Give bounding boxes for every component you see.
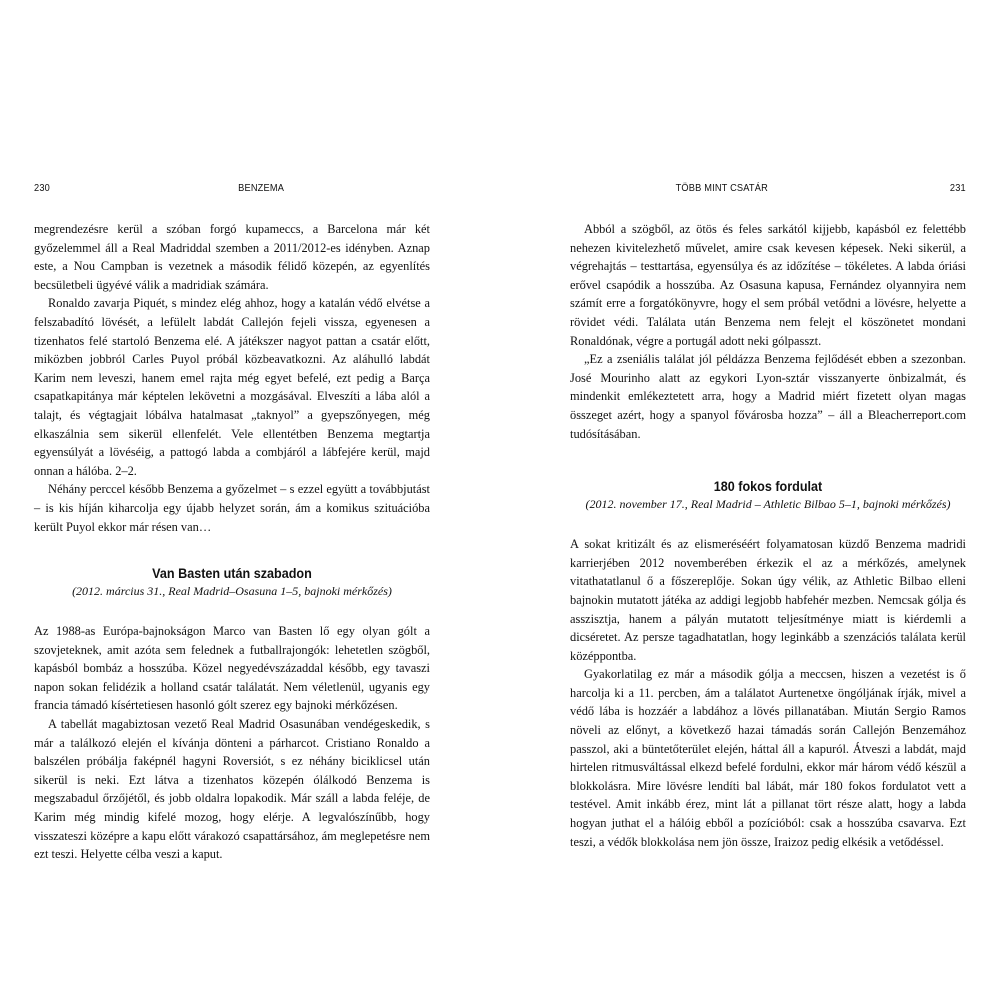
paragraph: Abból a szögből, az ötös és feles sarkától kijjebb, kapásból ez felettébb nehezen kivitelezhető művelet, amire csak kevesen képesek. Neki sikerül, a végrehajtás – testtartása, egyensúlya és az időzítése – tökéletes. A labda óriási erővel csapódik a hosszúba. Az Osasuna kapusa, Fernández olyannyira nem számít erre a forgatókönyvre, hogy el sem próbál vetődni a lövésre, helyette a rövidet védi. Találata után Benzema nem felejt el köszönetet mondani Ronaldónak, végre a portugál adott neki gólpasszt. <box>570 222 966 348</box>
right-page-body <box>570 220 966 851</box>
right-running-title: TÖBB MINT CSATÁR <box>675 182 768 194</box>
section-subheading: (2012. november 17., Real Madrid – Athletic Bilbao 5–1, bajnoki mérkőzés) <box>585 497 951 512</box>
left-page <box>34 182 430 864</box>
paragraph: Néhány perccel később Benzema a győzelmet – s ezzel együtt a továbbjutást – is kis híján kiharcolja egy újabb helyzet során, ám a komikus szituációba került Puyol ekkor már résen van… <box>34 482 430 534</box>
section-subheading: (2012. március 31., Real Madrid–Osasuna 1–5, bajnoki mérkőzés) <box>72 584 392 599</box>
paragraph: A sokat kritizált és az elismeréséért folyamatosan küzdő Benzema madridi karrierjében 2012 novemberében érkezik el az a mérkőzés, amelynek vitathatatlanul ő a főszereplője. Sokan úgy vélik, az Athletic Bilbao elleni bajnokin mutatott játéka az addigi legjobb habfehér mezben. Nemcsak gólja és asszisztja, hanem a pályán mutatott teljesítménye miatt is kiérdemli a dicséretet. Az persze tagadhatatlan, hogy leginkább a szenzációs találata kerül középpontba. <box>570 537 966 663</box>
left-page-number: 230 <box>34 182 50 194</box>
paragraph: A tabellát magabiztosan vezető Real Madrid Osasunában vendégeskedik, s már a találkozó elején el kívánja dönteni a párharcot. Cristiano Ronaldo a balszélen próbálja faképnél hagyni Roversiót, s ez néhány biciklicsel után sikerül is neki. Ezt látva a tizenhatos közepén ólálkodó Benzema is megszabadul őrzőjétől, és jobb oldalra lopakodik. Már száll a labda feléje, de Karim még mindig kifelé mozog, hogy elérje. A legvalószínűbb, hogy visszateszi középre a kapu előtt várakozó csapattársához, ám meglepetésre nem ezt teszi. Helyette célba veszi a kaput. <box>34 717 430 862</box>
section-heading: Van Basten után szabadon <box>152 565 312 582</box>
section-van-basten <box>34 564 430 600</box>
right-page <box>570 182 966 851</box>
paragraph: „Ez a zseniális találat jól példázza Benzema fejlődését ebben a szezonban. José Mourinho alatt az egykori Lyon-sztár visszanyerte önbizalmát, és mindenkit emlékeztetett arra, hogy a Madrid miért fizetett olyan magas összeget azért, hogy a spanyol fővárosba hozza” – áll a Bleacherreport.com tudósításában. <box>570 352 966 441</box>
paragraph: Az 1988-as Európa-bajnokságon Marco van Basten lő egy olyan gólt a szovjeteknek, amit azóta sem felednek a futballrajongók: lehetetlen szögből, kapásból bombáz a hosszúba. Közel negyedévszázaddal később, egy tavaszi napon sokan felidézik a holland csatár találatát. Nem véletlenül, ugyanis egy francia támadó kísértetiesen hasonló gólt szerez egy bajnoki mérkőzésen. <box>34 624 430 713</box>
paragraph: Gyakorlatilag ez már a második gólja a meccsen, hiszen a vezetést is ő harcolja ki a 11. percben, ám a találatot Aurtenetxe öngóljának írják, mivel a védő lába is hozzáér a labdához a lövés pillanatában. Miután Sergio Ramos növeli az előnyt, a következő hazai támadás során Callejón Benzemához passzol, aki a büntetőterület elején, háttal áll a kapuról. Átveszi a labdát, majd hirtelen ritmusváltással elkezd befelé fordulni, ekkor már három védő készül a blokkolásra. Mire lövésre lendíti bal lábát, már 180 fokos fordulatot vett a testével. Amit inkább érez, mint lát a pillanat tört része alatt, hogy a labda hogyan juthat el a hálóig ebből a pozícióból: csak a hosszúba csavarva. Ezt teszi, a védők blokkolása nem jön össze, Iraizoz pedig elkésik a vetődéssel. <box>570 667 966 849</box>
left-running-head <box>34 182 430 202</box>
paragraph: Ronaldo zavarja Piquét, s mindez elég ahhoz, hogy a katalán védő elvétse a felszabadító lövését, a lefülelt labdát Callejón fejeli vissza, egyenesen a tizenhatos felé startoló Benzema elé. A játékszer nagyot pattan a csatár előtt, miközben jobbról Carles Puyol próbál közbeavatkozni. Az aláhulló labdát Karim nem leveszi, hanem emel rajta még egyet befelé, ezt pedig a Barça csapatkapitánya már képtelen lekövetni a mozgásával. Elveszíti a lába alól a talajt, és végtagjait lóbálva hatalmasat „taknyol” a gyepszőnyegen, még elkaszálnia sem sikerül ellenfelét. Vele ellentétben Benzema megtartja egyensúlyát a lövéséig, a pattogó labda a combjáról a lábfejére kerül, majd onnan a hálóba. 2–2. <box>34 296 430 478</box>
right-running-head <box>570 182 966 202</box>
left-running-title: BENZEMA <box>238 182 285 194</box>
section-180-fokos <box>570 477 966 513</box>
section-heading: 180 fokos fordulat <box>713 478 823 495</box>
right-page-number: 231 <box>949 182 966 194</box>
paragraph: megrendezésre kerül a szóban forgó kupameccs, a Barcelona már két győzelemmel áll a Real Madriddal szemben a 2011/2012-es idényben. Aznap este, a Nou Campban is vezetnek a második félidő közepén, az egyenlítés becsületbeli ügyévé válik a madridiak számára. <box>34 222 430 292</box>
left-page-body <box>34 220 430 864</box>
